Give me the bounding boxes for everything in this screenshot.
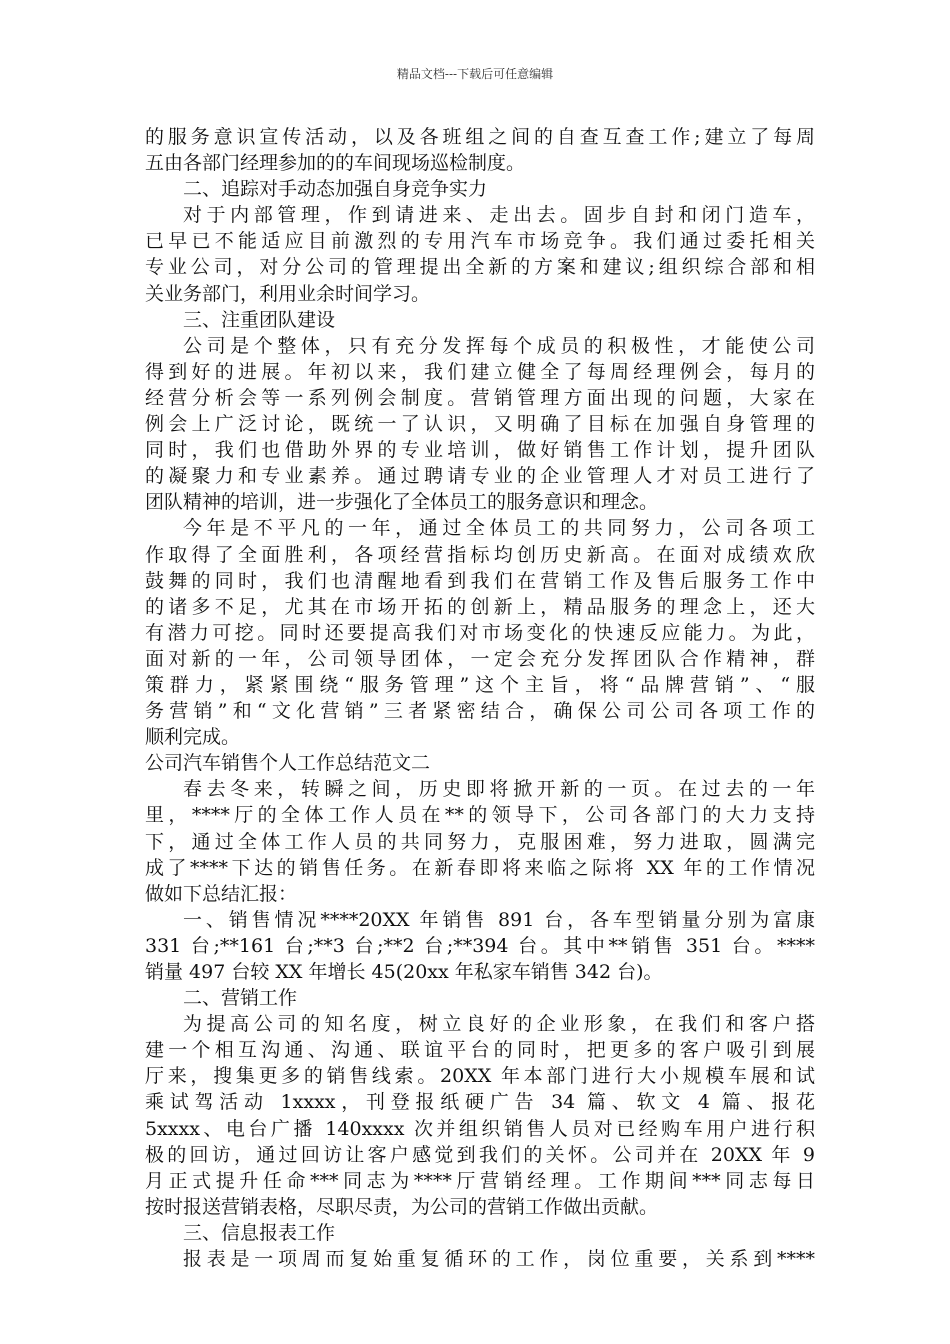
text-line: 例会上广泛讨论，既统一了认识，又明确了目标在加强自身管理的: [145, 413, 815, 436]
text-line: 乘试驾活动 1xxxx，刊登报纸硬广告 34 篇、软文 4 篇、报花: [145, 1091, 815, 1114]
text-line: 三、注重团队建设: [183, 308, 336, 331]
text-line: 鼓舞的同时，我们也清醒地看到我们在营销工作及售后服务工作中: [145, 569, 815, 592]
document-body: [145, 124, 815, 1272]
text-line: 里，****厅的全体工作人员在**的领导下，公司各部门的大力支持: [145, 804, 815, 827]
text-line: 对于内部管理，作到请进来、走出去。固步自封和闭门造车，: [183, 204, 815, 227]
text-line: 五由各部门经理参加的的车间现场巡检制度。: [145, 152, 526, 175]
text-line: 5xxxx、电台广播 140xxxx 次并组织销售人员对已经购车用户进行积: [145, 1117, 815, 1140]
text-line: 作取得了全面胜利，各项经营指标均创历史新高。在面对成绩欢欣: [145, 543, 815, 566]
text-line: 专业公司，对分公司的管理提出全新的方案和建议;组织综合部和相: [145, 256, 815, 279]
text-line: 三、信息报表工作: [183, 1221, 336, 1244]
text-line: 关业务部门，利用业余时间学习。: [145, 282, 431, 305]
text-line: 务营销”和“文化营销”三者紧密结合，确保公司公司各项工作的: [145, 700, 815, 723]
text-line: 顺利完成。: [145, 726, 241, 749]
text-line: 下，通过全体工作人员的共同努力，克服困难，努力进取，圆满完: [145, 830, 815, 853]
text-line: 二、营销工作: [183, 987, 298, 1010]
text-line: 二、追踪对手动态加强自身竞争实力: [183, 178, 488, 201]
text-line: 经营分析会等一系列例会制度。营销管理方面出现的问题，大家在: [145, 386, 815, 409]
text-line: 已早已不能适应目前激烈的专用汽车市场竞争。我们通过委托相关: [145, 230, 815, 253]
text-line: 月正式提升任命***同志为****厅营销经理。工作期间***同志每日: [145, 1169, 815, 1192]
text-line: 的服务意识宣传活动，以及各班组之间的自查互查工作;建立了每周: [145, 126, 815, 148]
text-line: 有潜力可挖。同时还要提高我们对市场变化的快速反应能力。为此，: [145, 621, 815, 644]
text-line: 做如下总结汇报：: [145, 882, 298, 905]
text-line: 建一个相互沟通、沟通、联谊平台的同时，把更多的客户吸引到展: [145, 1039, 815, 1062]
text-line: 面对新的一年，公司领导团体，一定会充分发挥团队合作精神，群: [145, 647, 815, 670]
text-line: 春去冬来，转瞬之间，历史即将掀开新的一页。在过去的一年: [183, 778, 815, 801]
text-line: 按时报送营销表格，尽职尽责，为公司的营销工作做出贡献。: [145, 1195, 659, 1218]
text-line: 厅来，搜集更多的销售线索。20XX 年本部门进行大小规模车展和试: [145, 1065, 815, 1088]
text-line: 一、销售情况****20XX 年销售 891 台，各车型销量分别为富康: [183, 908, 815, 931]
text-line: 今年是不平凡的一年，通过全体员工的共同努力，公司各项工: [183, 517, 815, 540]
text-line: 的诸多不足，尤其在市场开拓的创新上，精品服务的理念上，还大: [145, 595, 815, 618]
text-line: 公司是个整体，只有充分发挥每个成员的积极性，才能使公司: [183, 334, 815, 357]
page-header: 精品文档---下载后可任意编辑: [396, 67, 554, 81]
text-line: 团队精神的培训，进一步强化了全体员工的服务意识和理念。: [145, 491, 659, 514]
text-line: 同时，我们也借助外界的专业培训，做好销售工作计划，提升团队: [145, 439, 815, 462]
text-line: 极的回访，通过回访让客户感觉到我们的关怀。公司并在 20XX 年 9: [145, 1143, 815, 1166]
text-line: 为提高公司的知名度，树立良好的企业形象，在我们和客户搭: [183, 1013, 815, 1036]
text-line: 得到好的进展。年初以来，我们建立健全了每周经理例会，每月的: [145, 360, 815, 383]
text-line: 报表是一项周而复始重复循环的工作，岗位重要，关系到****: [183, 1248, 815, 1271]
text-line: 策群力，紧紧围绕“服务管理”这个主旨，将“品牌营销”、“服: [145, 673, 815, 696]
text-line: 公司汽车销售个人工作总结范文二: [145, 752, 431, 775]
text-line: 的凝聚力和专业素养。通过聘请专业的企业管理人才对员工进行了: [145, 465, 815, 488]
text-line: 成了****下达的销售任务。在新春即将来临之际将 XX 年的工作情况: [145, 856, 815, 879]
text-line: 销量 497 台较 XX 年增长 45(20xx 年私家车销售 342 台)。: [145, 961, 663, 983]
text-line: 331 台;**161 台;**3 台;**2 台;**394 台。其中**销售 351 台。****: [145, 934, 815, 957]
